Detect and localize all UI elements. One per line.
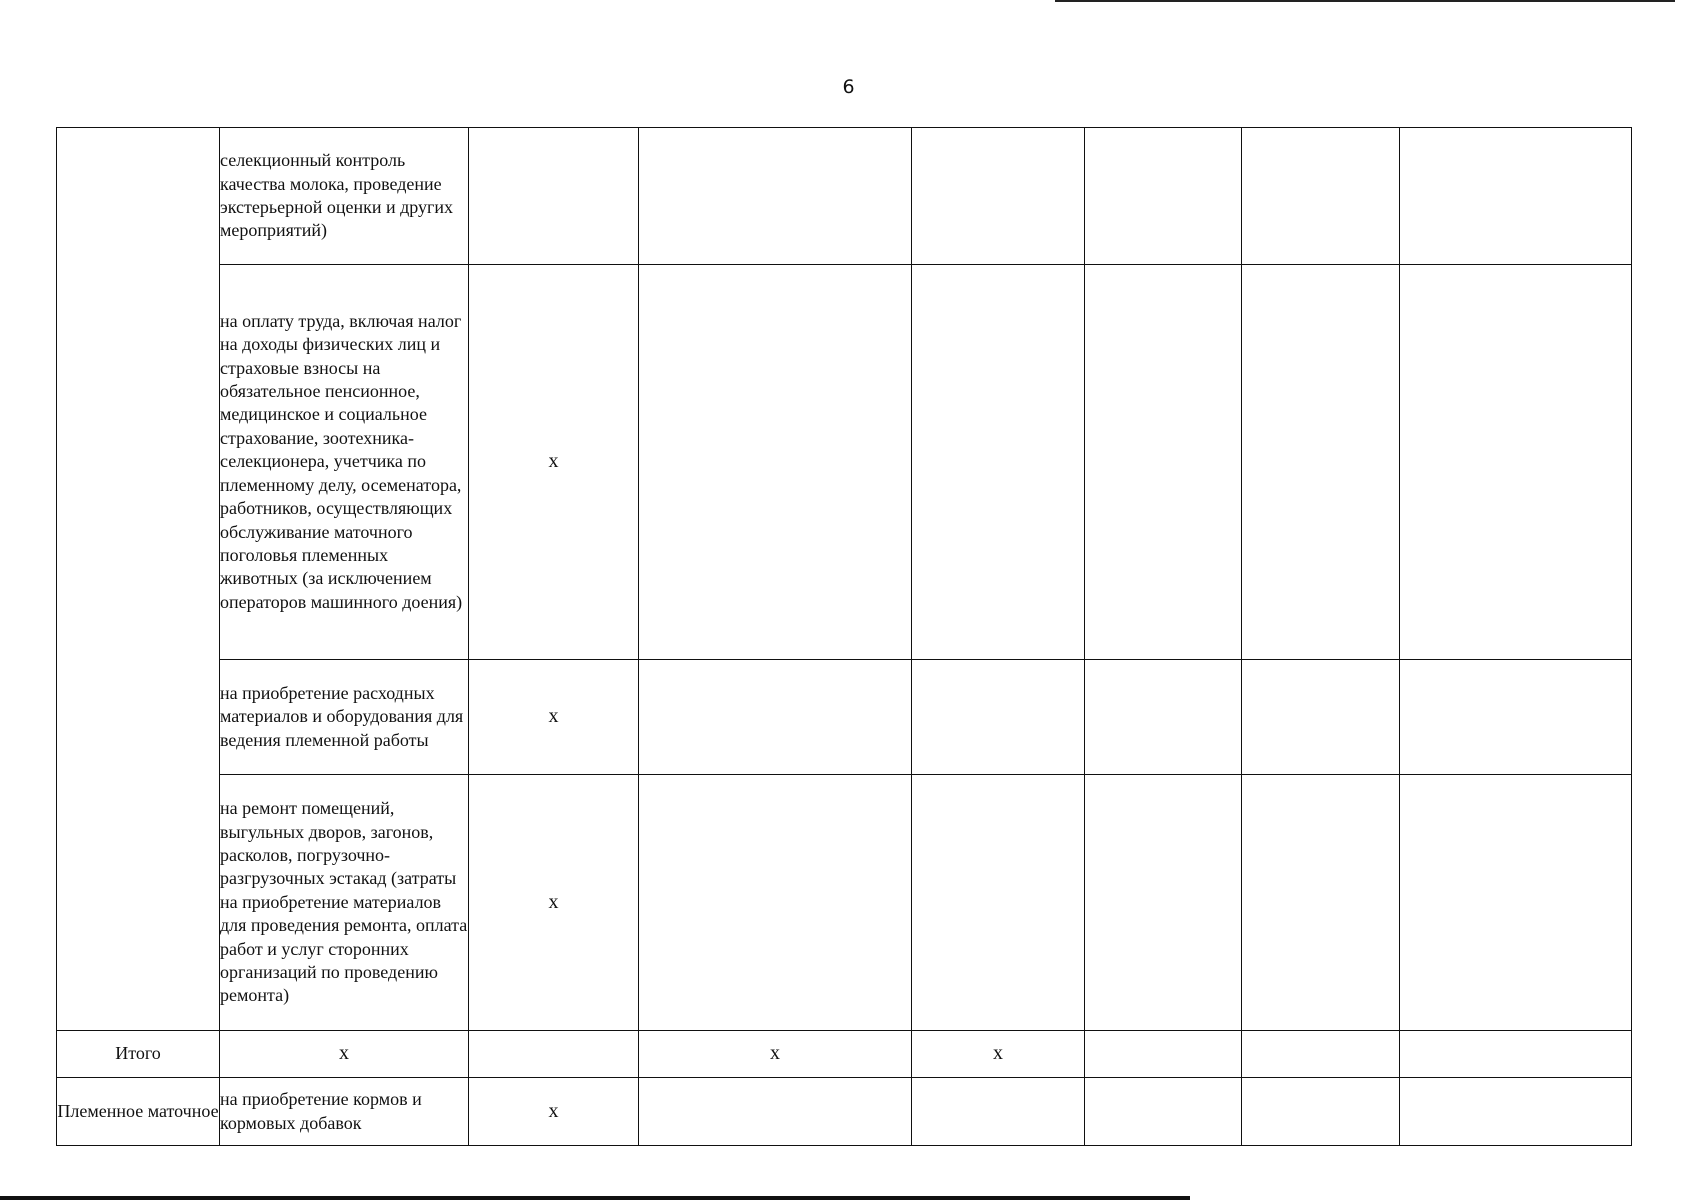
value-cell (1242, 128, 1400, 265)
value-cell (1400, 775, 1632, 1031)
data-table (56, 127, 1632, 1146)
bottom-edge-rule (0, 1196, 1190, 1200)
page-number: 6 (842, 76, 855, 98)
value-cell (912, 1078, 1085, 1146)
value-cell (639, 128, 912, 265)
item-description-cell: на ремонт помещений, выгульных дворов, загонов, расколов, погрузочно-разгрузочных эстакад (затраты на приобретение материалов для проведения ремонта, оплата работ и услуг сторонних организаций по проведению ремонта) (220, 775, 469, 1031)
value-cell (912, 265, 1085, 660)
value-cell: х (469, 775, 639, 1031)
value-cell (912, 775, 1085, 1031)
value-cell (469, 128, 639, 265)
value-cell (1085, 775, 1242, 1031)
table-row (57, 775, 1632, 1031)
value-cell (639, 265, 912, 660)
value-cell (1400, 128, 1632, 265)
value-cell (1085, 1031, 1242, 1078)
value-cell (1242, 1031, 1400, 1078)
item-description-cell: на оплату труда, включая налог на доходы физических лиц и страховые взносы на обязательное пенсионное, медицинское и социальное страхование, зоотехника-селекционера, учетчика по племенному делу, осеменатора, работников, осуществляющих обслуживание маточного поголовья племенных животных (за исключением операторов машинного доения) (220, 265, 469, 660)
table-row-total (57, 1031, 1632, 1078)
item-description-cell: на приобретение расходных материалов и оборудования для ведения племенной работы (220, 660, 469, 775)
value-cell (1085, 265, 1242, 660)
value-cell (1400, 1078, 1632, 1146)
value-cell (912, 660, 1085, 775)
value-cell (639, 660, 912, 775)
value-cell (1242, 265, 1400, 660)
table-row (57, 1078, 1632, 1146)
category-cell: Итого (57, 1031, 220, 1078)
value-cell: х (220, 1031, 469, 1078)
item-description-cell: селекционный контроль качества молока, проведение экстерьерной оценки и других мероприятий) (220, 128, 469, 265)
value-cell (1242, 1078, 1400, 1146)
value-cell: х (639, 1031, 912, 1078)
value-cell (639, 1078, 912, 1146)
value-cell (639, 775, 912, 1031)
table-row (57, 128, 1632, 265)
value-cell (1400, 1031, 1632, 1078)
value-cell (1242, 775, 1400, 1031)
value-cell (1085, 1078, 1242, 1146)
value-cell: х (912, 1031, 1085, 1078)
value-cell (912, 128, 1085, 265)
value-cell: х (469, 660, 639, 775)
item-description-cell: на приобретение кормов и кормовых добавок (220, 1078, 469, 1146)
value-cell (1242, 660, 1400, 775)
value-cell: х (469, 1078, 639, 1146)
value-cell (1085, 128, 1242, 265)
value-cell (469, 1031, 639, 1078)
category-cell (57, 128, 220, 1031)
category-cell: Племенное маточное (57, 1078, 220, 1146)
value-cell (1400, 265, 1632, 660)
top-edge-rule (1055, 0, 1675, 2)
table-row (57, 265, 1632, 660)
value-cell (1400, 660, 1632, 775)
table-row (57, 660, 1632, 775)
value-cell: х (469, 265, 639, 660)
value-cell (1085, 660, 1242, 775)
